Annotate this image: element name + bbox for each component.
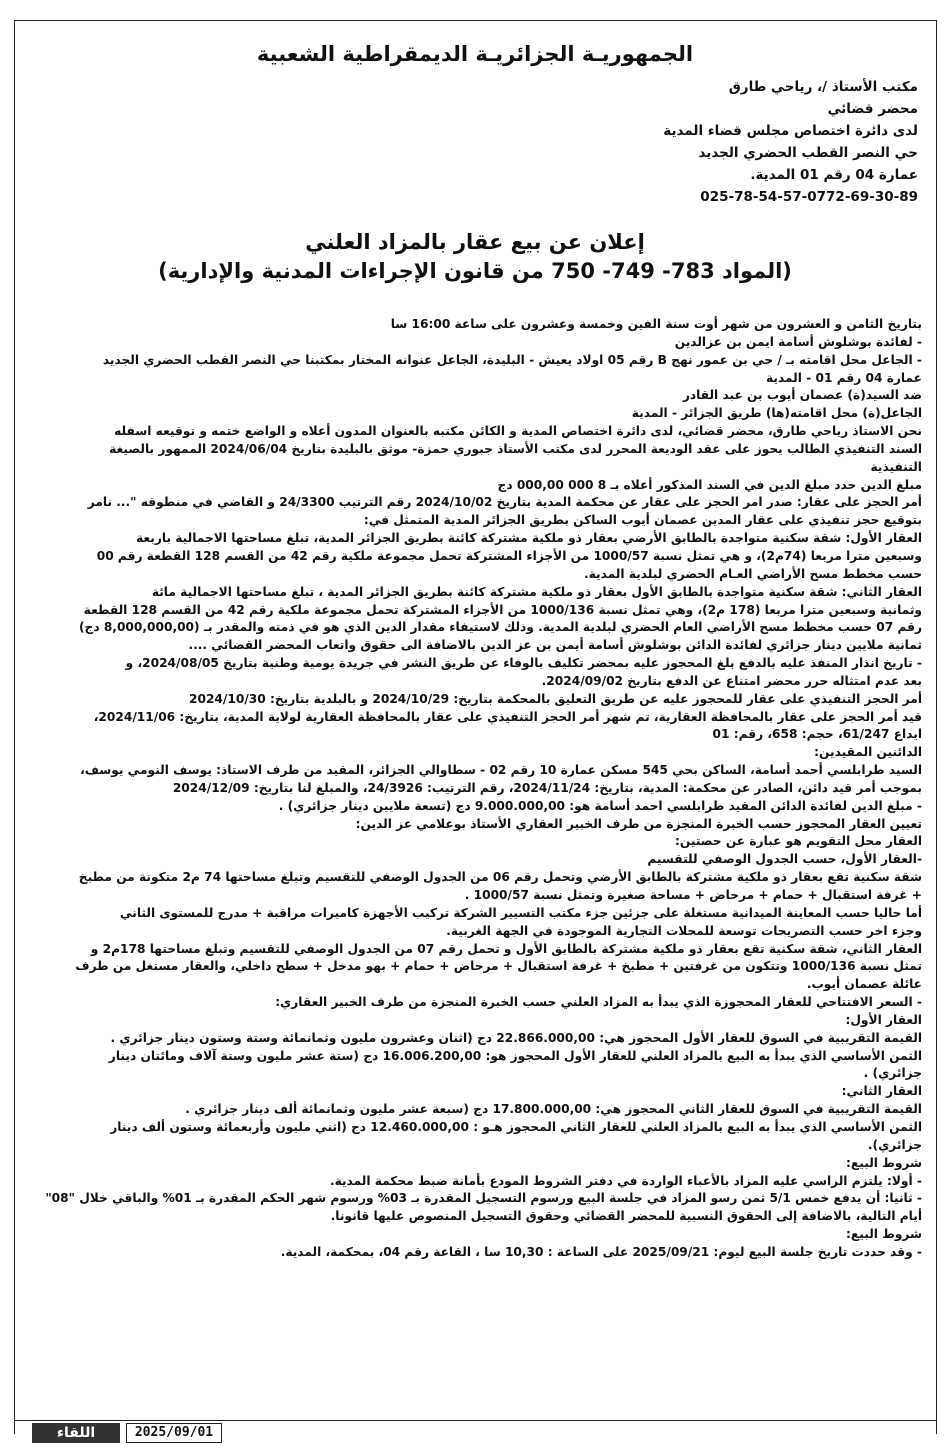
body-line: الثمن الأساسي الذي يبدأ به البيع بالمزاد العلني للعقار الثاني المحجوز هـو : 12.460.000,00 دج (اثني مليون وأربعمائة وستون ألف دينار	[110, 1119, 922, 1134]
body-line: جزائري) .	[863, 1066, 922, 1081]
body-line: + غرفة استقبال + حمام + مرحاض + مساحة صغيرة وتمثل نسبة 1000/57 .	[464, 888, 922, 902]
title-line-1: إعلان عن بيع عقار بالمزاد العلني	[305, 230, 645, 254]
body-line: -العقار الأول، حسب الجدول الوصفي للتقسيم	[647, 852, 922, 867]
issue-date: 2025/09/01	[126, 1423, 222, 1443]
body-line: - أولا: يلتزم الراسي عليه المزاد بالأعباء الواردة في دفتر الشروط المودع بأمانة ضبط محكمة المدية.	[329, 1173, 922, 1188]
body-line: تمثل نسبة 1000/136 وتتكون من غرفتين + مطبخ + غرفة استقبال + مرحاض + حمام + بهو مدخل + سطح داخلي، والعقار مستغل من طرف	[75, 959, 922, 974]
announcement-page	[20, 24, 930, 1262]
body-line: وثمانية وسبعين مترا مربعا (178 م2)، وهي تمثل نسبة 1000/136 من الأجزاء المشتركة تحمل مجموعة ملكية رقم 42 من القسم 128 القطعة	[83, 602, 922, 617]
body-line: بعد عدم امتثاله حرر محضر امتناع عن الدفع بتاريخ 2024/09/02.	[541, 673, 922, 688]
body-line: عائلة عصمان أيوب.	[806, 977, 922, 992]
body-line: وسبعين مترا مربعا (74م2)، و هي تمثل نسبة 1000/57 من الأجزاء المشتركة تحمل مجموعة ملكية رقم 42 من القسم 128 القطعة رقم 00	[96, 548, 922, 563]
body-line: بتاريخ الثامن و العشرون من شهر أوت سنة الفين وخمسة وعشرون على ساعة 16:00 سا	[390, 317, 922, 331]
body-line: بتوقيع حجز تنفيذي على عقار المدين عصمان أيوب الساكن بطريق الجزائر المدية المتمثل في:	[363, 513, 922, 528]
office-line: لدى دائرة اختصاص مجلس قضاء المدية	[663, 123, 918, 139]
body-line: قيد أمر الحجز على عقار بالمحافظة العقارية، تم شهر أمر الحجز التنفيذي على عقار بالمحافظة العقارية لولاية المدية، بتاريخ: 2024/11/06،	[93, 709, 922, 724]
body-line: ضد السيد(ة) عصمان أيوب بن عبد القادر	[682, 388, 922, 403]
body-line: - تاريخ انذار المنفذ عليه بالدفع بلغ المحجوز عليه بمحضر تكليف بالوفاء عن طريق النشر في جريدة يومية وطنية بتاريخ 2024/08/05، و	[125, 656, 922, 671]
body-line: بموجب أمر قيد دائن، الصادر عن محكمة: المدية، بتاريخ: 2024/11/24، رقم الترتيب: 24/3926، والمبلغ لنا بتاريخ: 2024/12/09	[172, 780, 922, 795]
body-line: الثمن الأساسي الذي يبدأ به البيع بالمزاد العلني للعقار الأول المحجوز هو: 16.006.200,00 دج (ستة عشر مليون وستة آلاف ومائتان دينار	[108, 1048, 922, 1063]
body-line: - السعر الافتتاحي للعقار المحجوزة الذي يبدأ به المزاد العلني حسب الخبرة المنجزة من طرف الخبير العقاري:	[275, 995, 922, 1010]
body-line: تعيين العقار المحجوز حسب الخبرة المنجزة من طرف الخبير العقاري الأستاذ بوعلامي عز الدين:	[355, 816, 922, 831]
newspaper-brand: اللقاء	[32, 1423, 120, 1443]
office-line: عمارة 04 رقم 01 المدية.	[750, 167, 918, 183]
body-line: العقار محل التقويم هو عبارة عن حصتين:	[675, 834, 922, 849]
body-line: العقار الثاني:	[841, 1084, 922, 1099]
body-line: أمر الحجز التنفيذي على عقار للمحجوز عليه عن طريق التعليق بالمحكمة بتاريخ: 2024/10/29 و بالبلدية بتاريخ: 2024/10/30	[188, 691, 922, 706]
body-line: العقار الأول:	[845, 1012, 922, 1027]
body-line: شقة سكنية تقع بعقار ذو ملكية مشتركة بالطابق الأرضي وتحمل رقم 06 من الجدول الوصفي للتقسيم وتبلغ مساحتها 74 م2 متكونة من مطبخ	[78, 870, 922, 885]
body-line: رقم 07 حسب مخطط مسح الأراضي العام الحضري لبلدية المدية. وذلك لاستيفاء مقدار الدين الذي هو في ذمته والمقدر بـ (8,000,000,00 دج)	[78, 620, 922, 635]
office-line: حي النصر القطب الحضري الجديد	[698, 145, 918, 161]
body-line: - مبلغ الدين لفائدة الدائن المقيد طرابلسي احمد أسامة هو: 9.000.000,00 دج (تسعة ملايين دينار جزائري) .	[278, 798, 922, 813]
body-line: التنفيذية	[870, 459, 922, 474]
body-line: الدائنين المقيدين:	[814, 745, 922, 760]
body-line: مبلغ الدين حدد مبلغ الدين في السند المذكور أعلاه بـ 8 000 000,00 دج	[497, 477, 922, 492]
body-line: القيمة التقريبية في السوق للعقار الأول المحجوز هي: 22.866.000,00 دج (اثنان وعشرون مليون وثمانمائة وستة وستون دينار جزائري .	[110, 1030, 922, 1045]
body-line: - الجاعل محل اقامته بـ / حي بن عمور نهج B رقم 05 اولاد يعيش - البليدة، الجاعل عنوانه المختار بمكتبنا حي النصر القطب الحضري الجديد	[102, 352, 922, 367]
body-line: الجاعل(ة) محل اقامته(ها) طريق الجزائر - المدية	[631, 406, 922, 421]
announcement-body	[20, 316, 930, 1262]
body-line: شروط البيع:	[846, 1227, 922, 1242]
body-line: السند التنفيذي الطالب يحوز على عقد الوديعة المحرر لدى مكتب الأستاذ جبوري حمزة- موثق بالبليدة بتاريخ 2024/06/04 الممهور بالصيغة	[109, 441, 922, 456]
body-line: العقار الثاني: شقة سكنية متواجدة بالطابق الأول بعقار ذو ملكية مشتركة كائنة بطريق الجزائر المدية ، تبلغ مساحتها الاجمالية مائة	[151, 584, 922, 599]
republic-header: الجمهوريـة الجزائريـة الديمقراطية الشعبية	[256, 42, 694, 66]
body-line: أيام التالية، بالاضافة إلى الحقوق النسبية للمحضر القضائي وحقوق التسجيل المنصوص عليها قانونا.	[330, 1209, 922, 1224]
title-line-2: (المواد 783- 749- 750 من قانون الإجراءات المدنية والإدارية)	[158, 259, 792, 283]
office-line: مكتب الأستاذ /، رياحي طارق	[728, 79, 918, 95]
body-line: جزائري).	[867, 1137, 922, 1152]
body-line: عمارة 04 رقم 01 - المدية	[766, 370, 922, 385]
body-line: - لفائدة بوشلوش أسامة ايمن بن عزالدين	[674, 334, 922, 349]
body-line: - وقد حددت تاريخ جلسة البيع ليوم: 2025/09/21 على الساعة : 10,30 سا ، القاعة رقم 04، بمحكمة، المدية.	[280, 1244, 922, 1259]
body-line: - ثانيا: أن يدفع خمس 5/1 ثمن رسو المزاد في جلسة البيع ورسوم التسجيل المقدرة بـ 03% ورسوم شهر الحكم المقدرة بـ 01% والباقي خلال "08"	[45, 1191, 922, 1206]
body-line: العقار الأول: شقة سكنية متواجدة بالطابق الأرضي بعقار ذو ملكية مشتركة كائنة بطريق الجزائر المدية، تبلغ مساحتها الاجمالية باربعة	[136, 531, 922, 546]
body-line: السيد طرابلسي أحمد أسامة، الساكن بحي 545 مسكن عمارة 10 رقم 02 - سطاوالي الجزائر، المقيد من طرف الاستاذ: يوسف النومي يوسف،	[80, 763, 922, 778]
body-line: العقار الثاني، شقة سكنية تقع بعقار ذو ملكية مشتركة بالطابق الأول و تحمل رقم 07 من الجدول الوصفي للتقسيم وتبلغ مساحتها 178م2 و	[90, 941, 922, 956]
body-line: نحن الاستاذ رياحي طارق، محضر قضائي، لدى دائرة اختصاص المدية و الكائن مكتبه بالعنوان المدون أعلاه و الواضع ختمه و توقيعه اسفله	[114, 424, 922, 439]
body-line: أما حاليا حسب المعاينة الميدانية مستغلة على جزئين جزء مكتب التسيير الشركة تركيب الأجهزة كاميرات مراقبة + مدرج للمستوى الثاني	[119, 905, 922, 920]
office-phone: 025-78-54-57-0772-69-30-89	[700, 189, 918, 205]
body-line: شروط البيع:	[846, 1155, 922, 1170]
body-line: أمر الحجز على عقار: صدر امر الحجز على عقار عن محكمة المدية بتاريخ 2024/10/02 رقم الترتيب 24/3300 و القاضي في منطوقه "... نامر	[87, 495, 922, 510]
body-line: القيمة التقريبية في السوق للعقار الثاني المحجوز هي: 17.800.000,00 دج (سبعة عشر مليون وثمانمائة ألف دينار جزائري .	[185, 1102, 922, 1117]
body-line: حسب مخطط مسح الأراضي العـام الحضري لبلدية المدية.	[583, 566, 922, 581]
body-line: ايداع 61/247، حجم: 658، رقم: 01	[712, 727, 922, 742]
body-line: ثمانية ملايين دينار جزائري لفائدة الدائن بوشلوش أسامة أيمن بن عز الدين بالاضافة الى حقوق واتعاب المحضر القضائي ....	[188, 638, 922, 653]
footer-rule	[14, 1420, 937, 1421]
body-line: وجزء اخر حسب التصريحات توسعة للمحلات التجارية الموجودة في الجهة الغربية.	[446, 923, 922, 938]
announcement-title	[20, 228, 930, 286]
bailiff-office-block	[278, 76, 918, 208]
office-line: محضر قضائي	[827, 101, 918, 117]
page-footer	[0, 1420, 951, 1453]
